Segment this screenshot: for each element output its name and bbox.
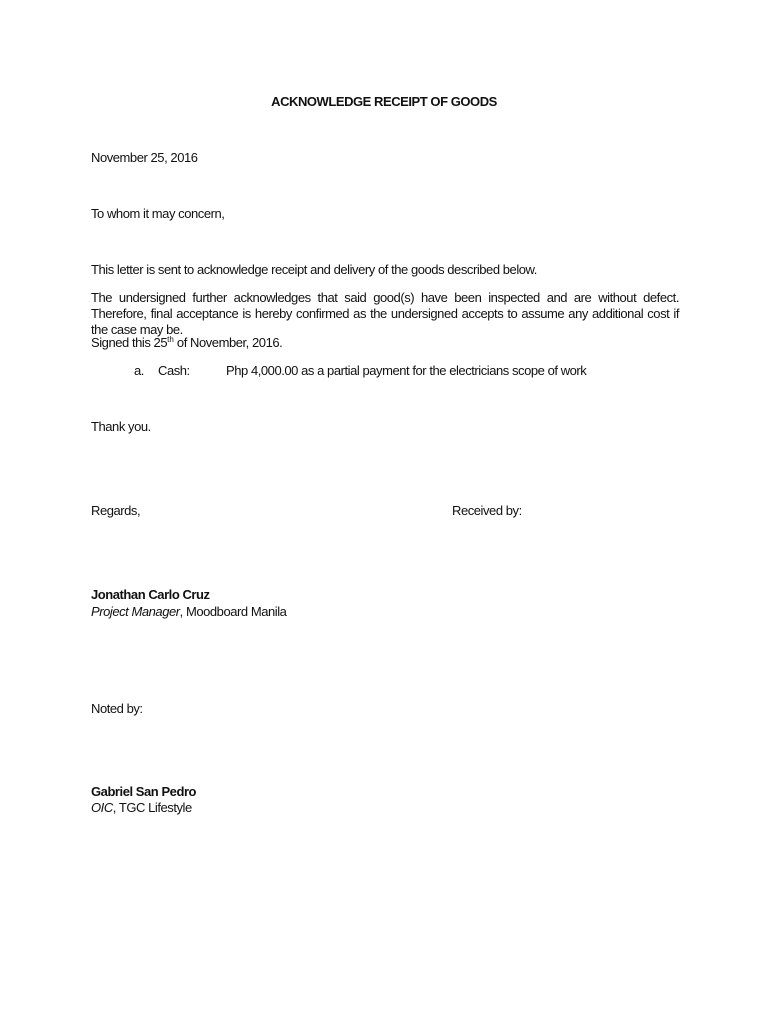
signatory-organization: , Moodboard Manila [179,604,287,619]
noter-title [91,800,192,816]
signed-ordinal: th [167,335,174,344]
signed-suffix: of November, 2016. [173,335,283,350]
signed-line [91,335,282,351]
paragraph-acknowledgement: The undersigned further acknowledges that said good(s) have been inspected and are without defect. Therefore, final acceptance is hereby confirmed as the undersigned accepts to assume any additional cost if the case may be. [91,290,679,337]
letter-date: November 25, 2016 [91,150,198,165]
signed-prefix: Signed this 25 [91,335,168,350]
signatory-role: Project Manager [91,604,180,619]
list-item-description: Php 4,000.00 as a partial payment for the electricians scope of work [226,363,587,378]
document-title: ACKNOWLEDGE RECEIPT OF GOODS [271,94,497,109]
list-item-label: Cash: [158,363,190,378]
list-item-letter: a. [134,363,144,378]
noted-by-label: Noted by: [91,701,143,716]
noter-role: OIC [91,800,113,815]
paragraph-intro: This letter is sent to acknowledge receipt and delivery of the goods described below. [91,262,537,277]
salutation: To whom it may concern, [91,206,225,221]
closing-thanks: Thank you. [91,419,151,434]
signatory-title [91,604,286,620]
received-by-label: Received by: [452,503,522,518]
noter-name: Gabriel San Pedro [91,784,197,799]
signatory-name: Jonathan Carlo Cruz [91,587,210,602]
regards-label: Regards, [91,503,141,518]
noter-organization: , TGC Lifestyle [112,800,192,815]
